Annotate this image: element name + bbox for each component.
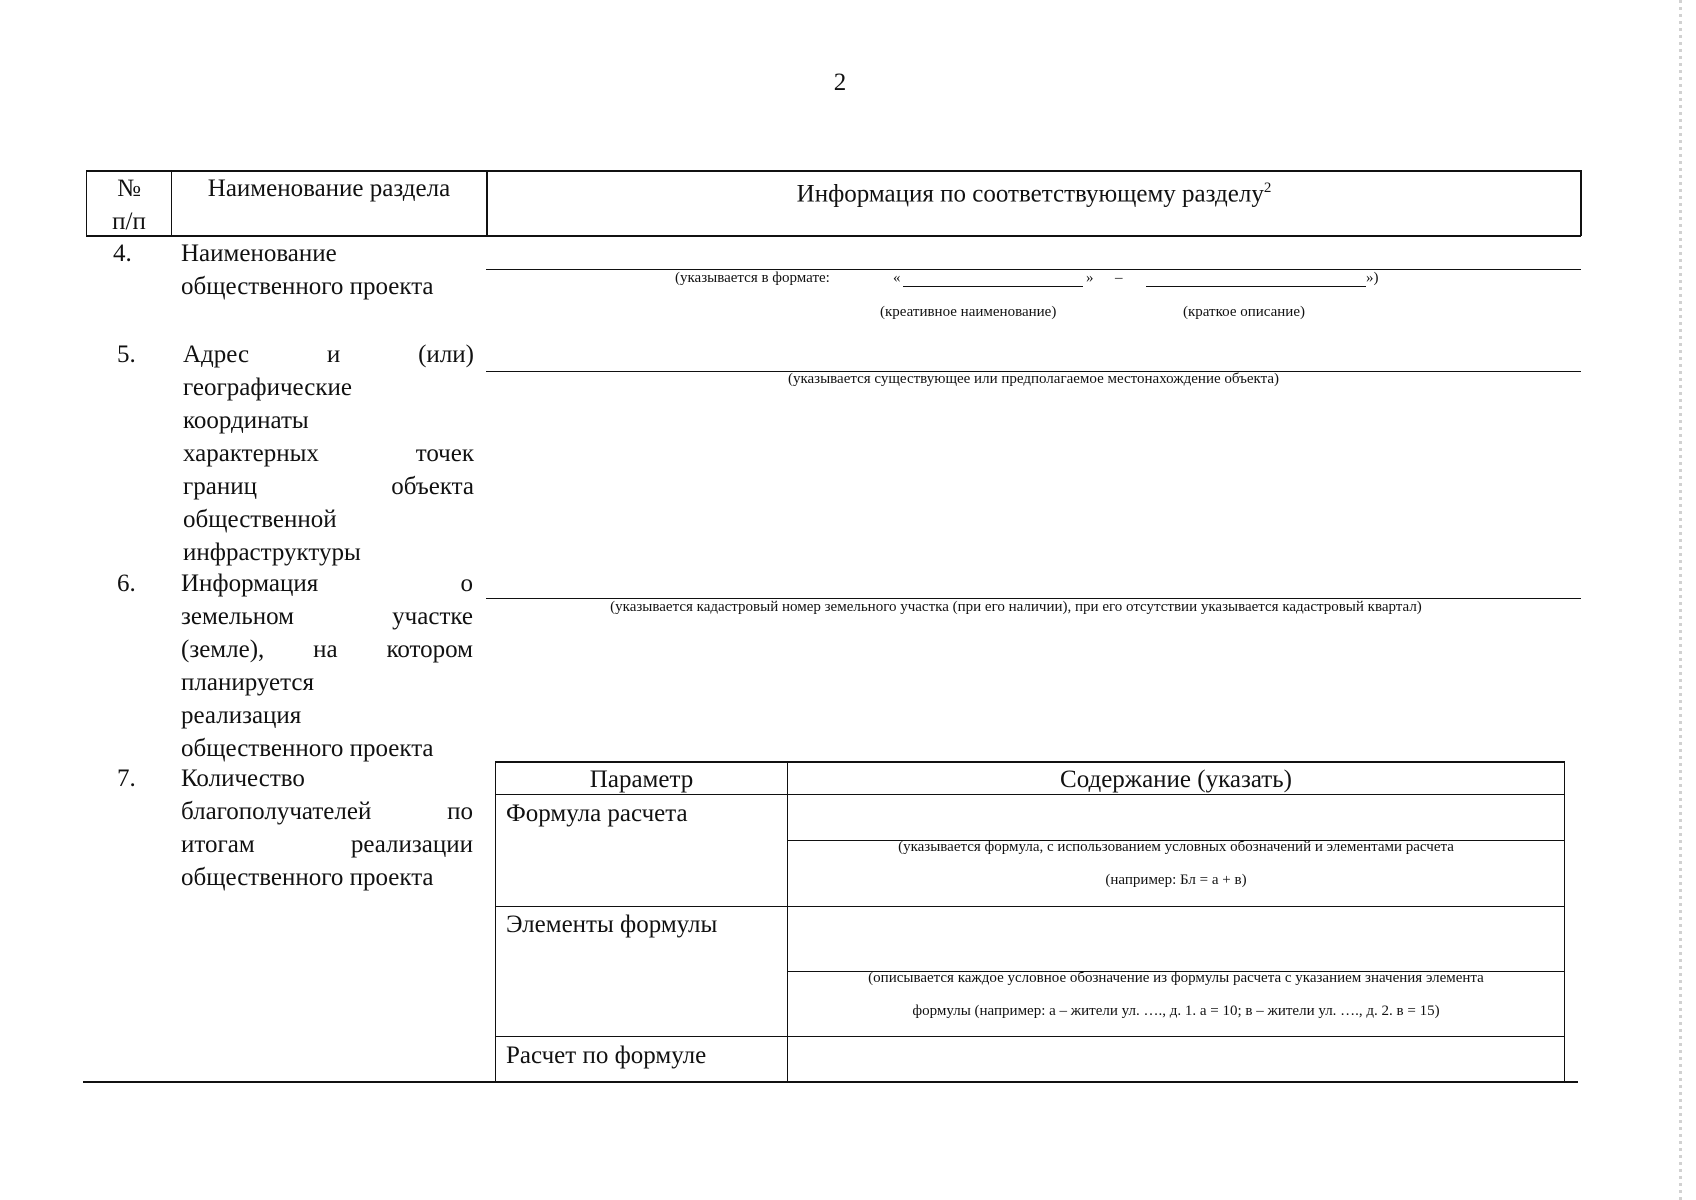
row-number: 6.: [117, 570, 136, 597]
creative-name-blank[interactable]: [903, 286, 1083, 287]
section-name-line: благополучателей по: [181, 798, 473, 825]
section-name-line: земельном участке: [181, 603, 473, 630]
section-name-line: Адрес и (или): [183, 341, 474, 368]
section-name-line: общественного проекта: [181, 273, 434, 300]
row-number: 5.: [117, 341, 136, 368]
formula-hint-line1: (указывается формула, с использованием условных обозначений и элементами расчета: [898, 839, 1454, 855]
section-name: [183, 338, 474, 569]
section-name-line: итогам реализации: [181, 831, 473, 858]
section-name: [181, 567, 473, 765]
section-name-line: инфраструктуры: [183, 539, 361, 566]
section-name-line: координаты: [183, 407, 309, 434]
section-name-line: характерных точек: [183, 440, 474, 467]
header-info: [488, 172, 1580, 210]
section-name-line: границ объекта: [183, 473, 474, 500]
elements-hint-line1: (описывается каждое условное обозначение из формулы расчета с указанием значения элемента: [868, 970, 1484, 986]
section-name-line: (земле), на котором: [181, 636, 473, 663]
dash: –: [1115, 270, 1123, 286]
param-formula-elements: Элементы формулы: [506, 911, 718, 938]
format-hint: (указывается в формате:: [675, 270, 830, 286]
section-name: [181, 762, 473, 894]
close-quote: »: [1086, 270, 1094, 286]
section-name-line: общественного проекта: [181, 864, 434, 891]
footnote-marker: 2: [1263, 180, 1272, 196]
label-short-description: (краткое описание): [1183, 304, 1305, 320]
close-end: »): [1366, 270, 1379, 286]
address-hint: (указывается существующее или предполагаемое местонахождение объекта): [787, 371, 1280, 387]
section-name-line: общественной: [183, 506, 337, 533]
section-name-line: планируется: [181, 669, 314, 696]
elements-hint-line2: формулы (например: а – жители ул. …., д. 1. а = 10; в – жители ул. …., д. 2. в = 15): [912, 1003, 1440, 1019]
short-description-blank[interactable]: [1146, 286, 1366, 287]
col-header-param: Параметр: [589, 766, 694, 793]
row-number: 7.: [117, 765, 136, 792]
section-name-line: Количество: [181, 765, 305, 792]
param-formula: Формула расчета: [506, 800, 688, 827]
section-name-line: географические: [183, 374, 352, 401]
section-name-line: Наименование: [181, 240, 337, 267]
header-num-line2: п/п: [112, 208, 146, 235]
name-input-line[interactable]: [486, 269, 1581, 270]
header-num-line1: №: [117, 175, 141, 202]
calculation-value-cell[interactable]: [790, 1038, 1562, 1080]
section-name: [181, 237, 476, 303]
open-quote: «: [893, 270, 901, 286]
scan-edge-artifact: [1679, 0, 1682, 1200]
col-header-content: Содержание (указать): [1060, 766, 1292, 793]
section-name-line: реализация: [181, 702, 302, 729]
land-plot-hint: (указывается кадастровый номер земельного участка (при его наличии), при его отсутствии указывается кадастровый квартал): [610, 599, 1422, 615]
section-name-line: Информация о: [181, 570, 473, 597]
page-number: 2: [833, 69, 847, 96]
header-section-name: Наименование раздела: [207, 175, 451, 202]
formula-hint-line2: (например: Бл = а + в): [1105, 872, 1247, 888]
header-info-text: Информация по соответствующему разделу: [796, 180, 1264, 208]
header-num-cell: [87, 172, 171, 238]
label-creative-name: (креативное наименование): [880, 304, 1057, 320]
param-calculation: Расчет по формуле: [506, 1042, 707, 1069]
section-name-line: общественного проекта: [181, 735, 434, 762]
row-number: 4.: [113, 240, 132, 267]
